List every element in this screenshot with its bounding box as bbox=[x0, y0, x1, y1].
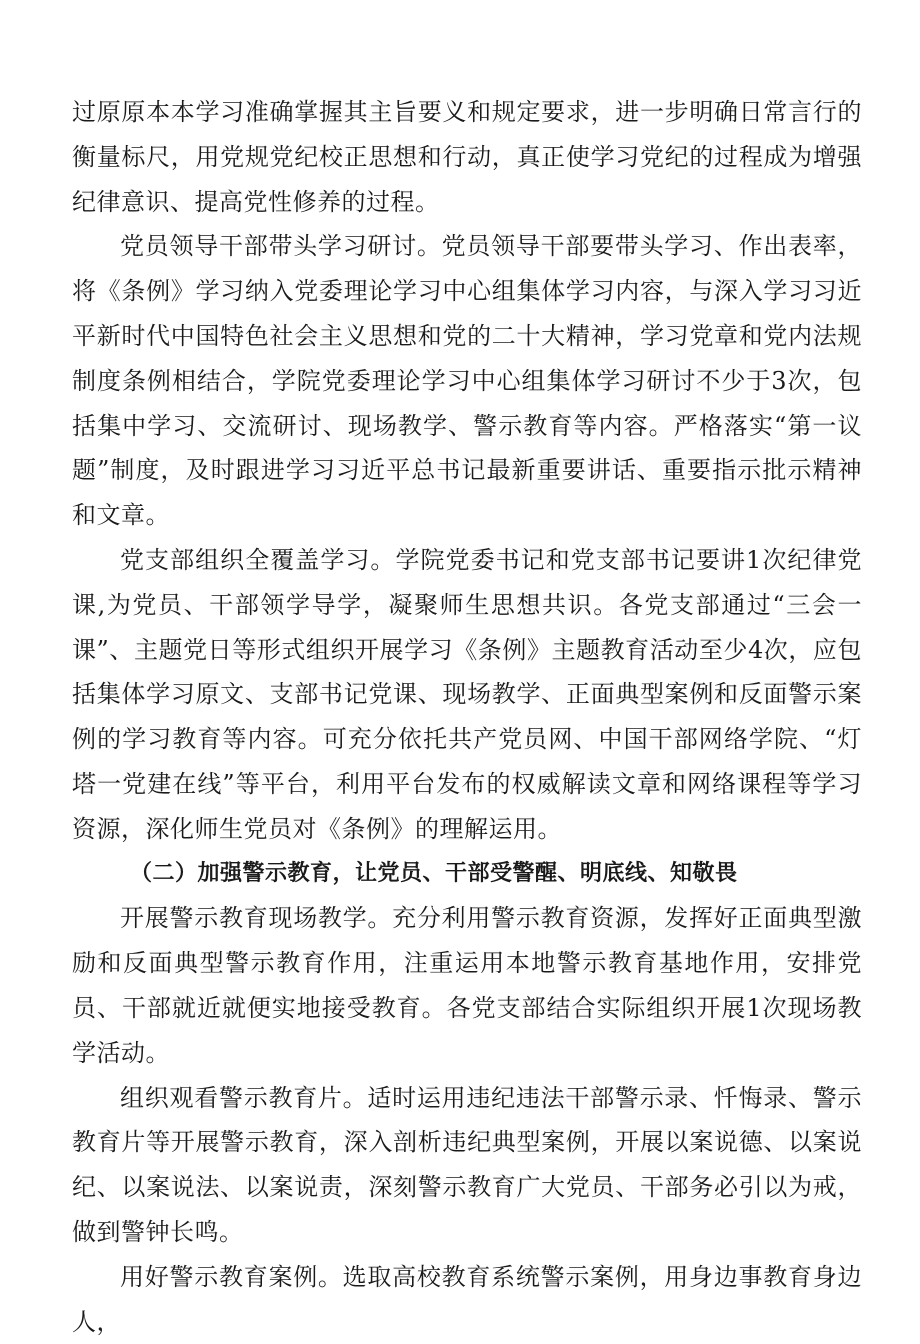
paragraph-branch-study: 党支部组织全覆盖学习。学院党委书记和党支部书记要讲1次纪律党课,为党员、干部领学导学，凝聚师生思想共识。各党支部通过“三会一课”、主题党日等形式组织开展学习《条例》主题教育活动至少4次，应包括集体学习原文、支部书记党课、现场教学、正面典型案例和反面警示案例的学习教育等内容。可充分依托共产党员网、中国干部网络学院、“灯塔一党建在线”等平台，利用平台发布的权威解读文章和网络课程等学习资源，深化师生党员对《条例》的理解运用。 bbox=[72, 545, 862, 843]
paragraph-onsite-teaching: 开展警示教育现场教学。充分利用警示教育资源，发挥好正面典型激励和反面典型警示教育作用，注重运用本地警示教育基地作用，安排党员、干部就近就便实地接受教育。各党支部结合实际组织开展1次现场教学活动。 bbox=[72, 904, 862, 1067]
paragraph-continuation: 过原原本本学习准确掌握其主旨要义和规定要求，进一步明确日常言行的衡量标尺，用党规党纪校正思想和行动，真正使学习党纪的过程成为增强纪律意识、提高党性修养的过程。 bbox=[72, 98, 862, 216]
paragraph-leader-study: 党员领导干部带头学习研讨。党员领导干部要带头学习、作出表率，将《条例》学习纳入党委理论学习中心组集体学习内容，与深入学习习近平新时代中国特色社会主义思想和党的二十大精神，学习党章和党内法规制度条例相结合，学院党委理论学习中心组集体学习研讨不少于3次，包括集中学习、交流研讨、现场教学、警示教育等内容。严格落实“第一议题”制度，及时跟进学习习近平总书记最新重要讲话、重要指示批示精神和文章。 bbox=[72, 232, 862, 530]
document-body bbox=[72, 90, 862, 1344]
paragraph-warning-cases: 用好警示教育案例。选取高校教育系统警示案例，用身边事教育身边人， bbox=[72, 1262, 862, 1336]
section-heading-warning-education: （二）加强警示教育，让党员、干部受警醒、明底线、知敬畏 bbox=[130, 860, 738, 886]
paragraph-warning-films: 组织观看警示教育片。适时运用违纪违法干部警示录、忏悔录、警示教育片等开展警示教育，深入剖析违纪典型案例，开展以案说德、以案说纪、以案说法、以案说责，深刻警示教育广大党员、干部务必引以为戒，做到警钟长鸣。 bbox=[72, 1083, 862, 1246]
